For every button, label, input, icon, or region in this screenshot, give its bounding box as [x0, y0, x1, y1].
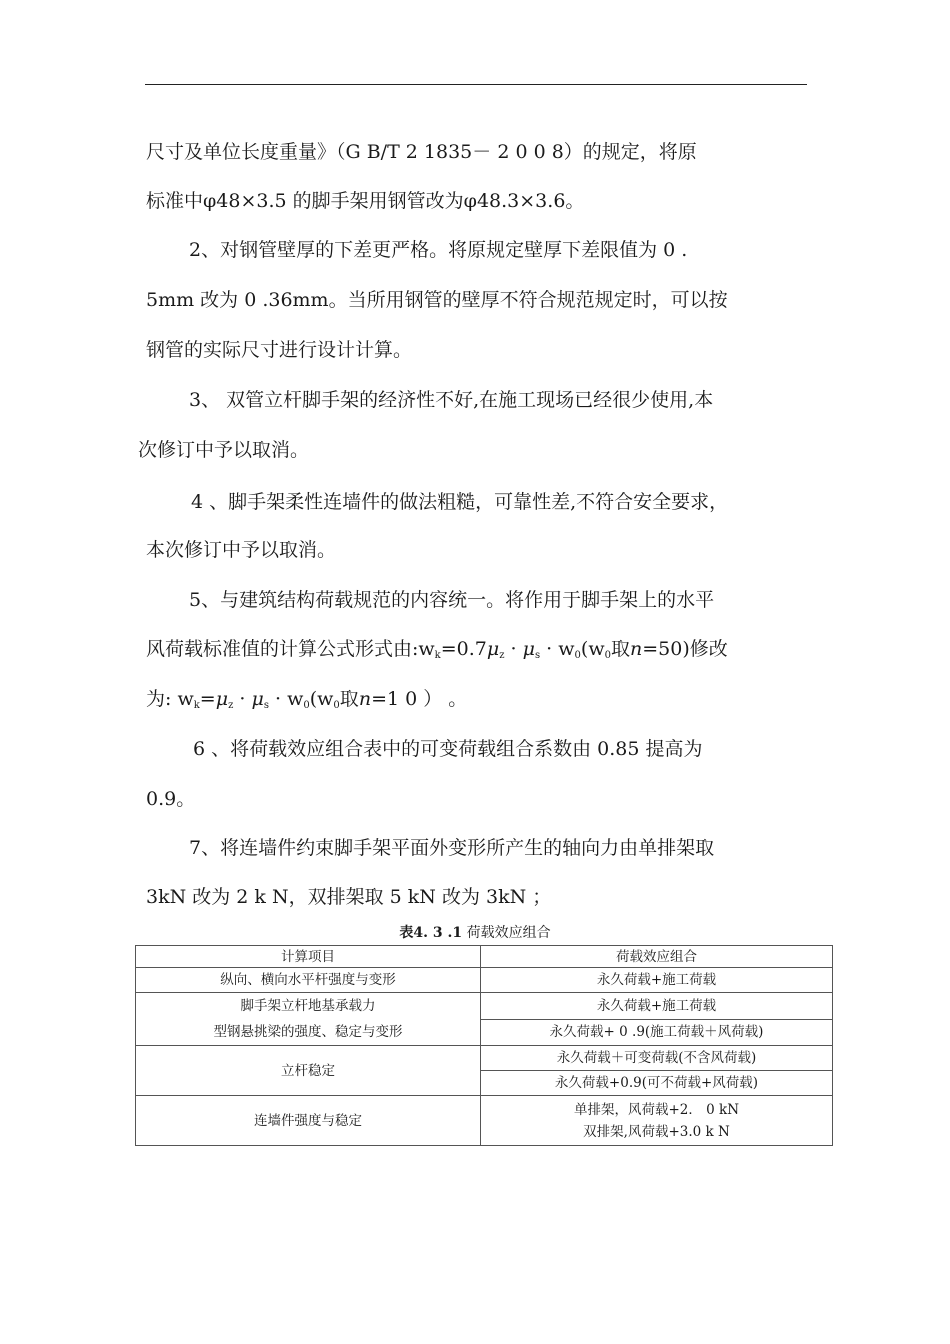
- table-cell: 纵向、横向水平杆强度与变形: [136, 968, 481, 993]
- formula-line-2: 为: $w_k=\mu_z \cdot \mu_s \cdot w_0(w_0$取n=1 0 ） 。: [146, 688, 468, 711]
- text-line: 本次修订中予以取消。: [146, 539, 337, 561]
- table-cell: 单排架，风荷载+2． 0 kN 双排架,风荷载+3.0 k N: [481, 1096, 833, 1146]
- table-cell: 永久荷载+ 0 .9(施工荷载＋风荷载): [481, 1019, 833, 1046]
- text-line: 钢管的实际尺寸进行设计计算。: [146, 339, 413, 361]
- text-line: 3kN 改为 2 k N，双排架取 5 kN 改为 3kN ；: [146, 886, 552, 908]
- text-line: 尺寸及单位长度重量》（G B/T 2 1835－ 2 0 0 8）的规定，将原: [146, 141, 697, 163]
- table-row: [136, 1046, 833, 1071]
- text-line: 0.9。: [146, 788, 196, 810]
- text-line: 次修订中予以取消。: [138, 439, 310, 461]
- table-row: [136, 993, 833, 1020]
- formula-line-1: 风荷载标准值的计算公式形式由$:w_k=0.7\mu_z \cdot \mu_s \cdot w_0(w_0$取n=50)修改: [146, 638, 728, 661]
- header-rule: [145, 84, 807, 85]
- table-cell: 永久荷载＋可变荷载(不含风荷载): [481, 1046, 833, 1071]
- table-number: 表4. 3 .1: [399, 925, 463, 941]
- table-caption: [0, 924, 950, 942]
- text-line: 标准中φ48×3.5 的脚手架用钢管改为φ48.3×3.6。: [146, 190, 585, 212]
- table-row: [136, 1096, 833, 1146]
- text-line: 3、 双管立杆脚手架的经济性不好,在施工现场已经很少使用,本: [189, 389, 714, 411]
- table-cell: 立杆稳定: [136, 1046, 481, 1096]
- table-cell: 永久荷载+施工荷载: [481, 993, 833, 1020]
- table-header-row: [136, 946, 833, 968]
- text-line: 7、将连墙件约束脚手架平面外变形所产生的轴向力由单排架取: [189, 837, 715, 859]
- text-line: 5、与建筑结构荷载规范的内容统一。将作用于脚手架上的水平: [189, 589, 715, 611]
- header-cell: 计算项目: [136, 946, 481, 968]
- text-line: 2、对钢管壁厚的下差更严格。将原规定壁厚下差限值为 0 .: [189, 239, 688, 261]
- table-title: 荷载效应组合: [462, 925, 551, 941]
- table-cell: 永久荷载+0.9(可不荷载+风荷载): [481, 1071, 833, 1096]
- text-line: 5mm 改为 0 .36mm。当所用钢管的壁厚不符合规范规定时，可以按: [146, 289, 728, 311]
- text-line: 4 、脚手架柔性连墙件的做法粗糙，可靠性差,不符合安全要求，: [191, 491, 729, 513]
- table-cell: 脚手架立杆地基承载力 型钢悬挑梁的强度、稳定与变形: [136, 993, 481, 1046]
- table-cell: 永久荷载+施工荷载: [481, 968, 833, 993]
- table-row: [136, 968, 833, 993]
- text-line: 6 、将荷载效应组合表中的可变荷载组合系数由 0.85 提高为: [193, 738, 703, 760]
- load-combination-table: [135, 945, 833, 1146]
- header-cell: 荷载效应组合: [481, 946, 833, 968]
- table-cell: 连墙件强度与稳定: [136, 1096, 481, 1146]
